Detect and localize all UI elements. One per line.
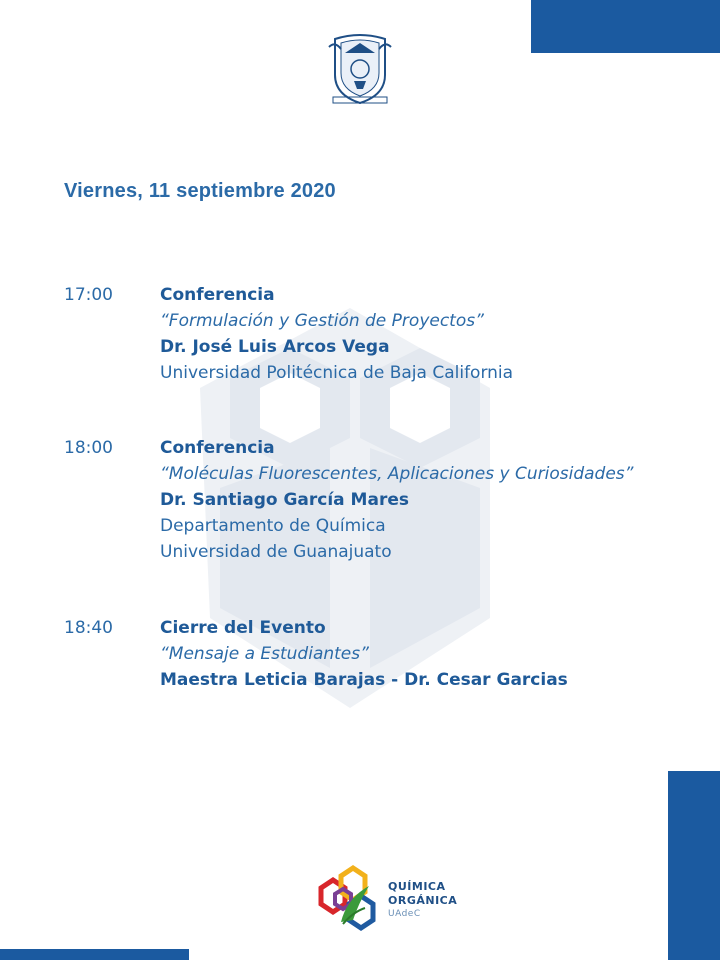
bottom-left-accent-bar: [0, 949, 189, 960]
bottom-right-accent-bar: [668, 771, 720, 960]
university-seal-icon: [327, 29, 393, 107]
logo-line-3: UAdeC: [388, 909, 421, 919]
event-title: “Mensaje a Estudiantes”: [160, 644, 369, 664]
top-right-accent-bar: [531, 0, 720, 53]
event-title: “Moléculas Fluorescentes, Aplicaciones y Curiosidades”: [160, 464, 634, 484]
logo-line-2: ORGÁNICA: [388, 894, 458, 907]
event-speaker: Maestra Leticia Barajas - Dr. Cesar Garcias: [160, 670, 568, 690]
date-heading: Viernes, 11 septiembre 2020: [64, 180, 336, 202]
event-speaker: Dr. José Luis Arcos Vega: [160, 337, 390, 357]
logo-text: [388, 880, 457, 920]
event-title: “Formulación y Gestión de Proyectos”: [160, 311, 484, 331]
event-time: 18:40: [64, 618, 113, 638]
logo-line-1: QUÍMICA: [388, 880, 446, 893]
quimica-organica-logo-icon: [313, 862, 393, 936]
event-affiliation: Departamento de Química: [160, 516, 386, 536]
event-type: Conferencia: [160, 285, 275, 305]
event-speaker: Dr. Santiago García Mares: [160, 490, 409, 510]
event-time: 17:00: [64, 285, 113, 305]
event-type: Conferencia: [160, 438, 275, 458]
event-time: 18:00: [64, 438, 113, 458]
event-affiliation: Universidad Politécnica de Baja California: [160, 363, 514, 383]
event-affiliation: Universidad de Guanajuato: [160, 542, 392, 562]
event-type: Cierre del Evento: [160, 618, 326, 638]
